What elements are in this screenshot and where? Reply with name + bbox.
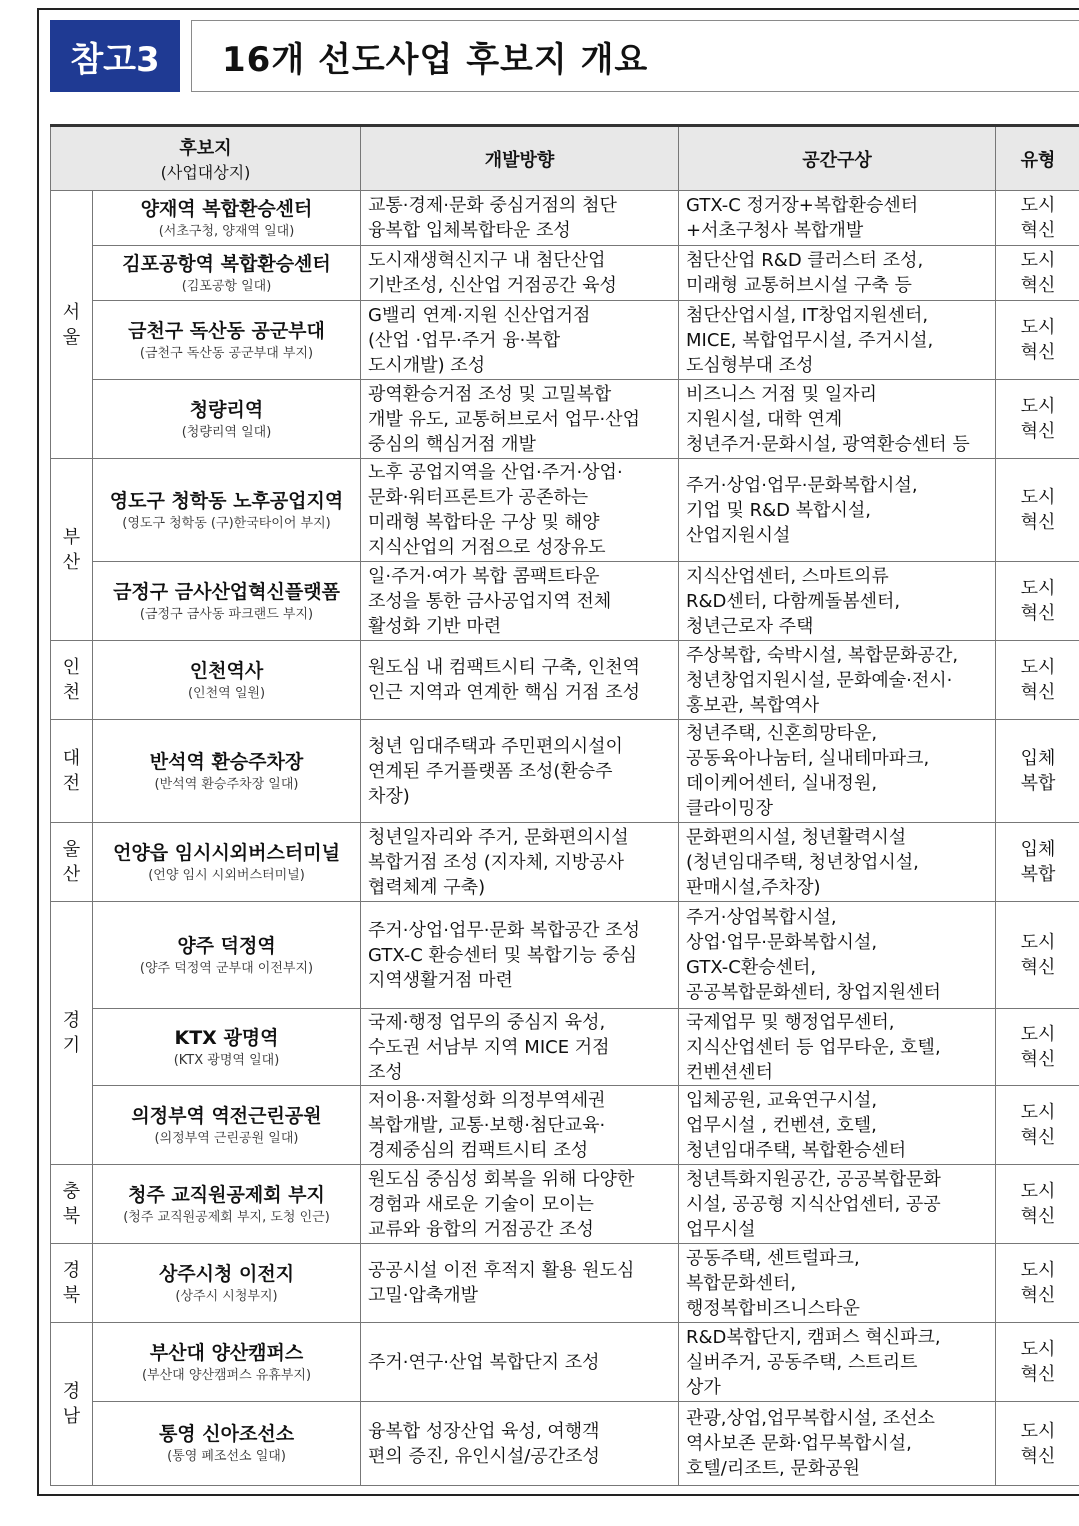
header-direction: 개발방향 bbox=[361, 126, 679, 191]
type-cell bbox=[996, 562, 1079, 641]
direction-cell bbox=[361, 902, 679, 1009]
space-cell bbox=[679, 1009, 996, 1086]
space-cell bbox=[679, 1244, 996, 1323]
site-cell bbox=[93, 1086, 361, 1165]
text-line: 혁신 bbox=[1020, 1127, 1056, 1148]
site-location: (통영 폐조선소 일대) bbox=[167, 1449, 286, 1464]
region-char: 서 bbox=[62, 301, 81, 323]
text-line: 광역환승거점 조성 및 고밀복합 bbox=[368, 383, 612, 405]
direction-cell bbox=[361, 641, 679, 720]
text-line: 고밀·압축개발 bbox=[368, 1285, 479, 1306]
table-row bbox=[51, 380, 1079, 459]
type-cell bbox=[996, 1165, 1079, 1244]
header-type: 유형 bbox=[996, 126, 1079, 191]
region-char: 경 bbox=[62, 1381, 81, 1402]
site-cell bbox=[93, 246, 361, 301]
direction-cell bbox=[361, 459, 679, 562]
table-row bbox=[51, 720, 1079, 823]
site-location: (김포공항 일대) bbox=[181, 278, 272, 294]
text-line: GTX-C 환승센터 및 복합기능 중심 bbox=[368, 944, 637, 966]
direction-cell bbox=[361, 1165, 679, 1244]
table-row bbox=[51, 562, 1079, 641]
text-line: 도시 bbox=[1020, 1260, 1056, 1281]
text-line: 편의 증진, 유인시설/공간조성 bbox=[368, 1445, 600, 1467]
document-page bbox=[37, 8, 1079, 1496]
header-site-label: 후보지 bbox=[179, 138, 232, 159]
text-line: 국제·행정 업무의 중심지 육성, bbox=[368, 1011, 606, 1033]
text-line: 경험과 새로운 기술이 모이는 bbox=[368, 1193, 594, 1215]
space-cell bbox=[679, 246, 996, 301]
region-char: 기 bbox=[62, 1035, 81, 1056]
region-char: 산 bbox=[62, 551, 81, 573]
text-line: 혁신 bbox=[1020, 220, 1056, 241]
direction-cell bbox=[361, 1009, 679, 1086]
text-line: 일·주거·여가 복합 콤팩트타운 bbox=[368, 565, 600, 587]
region-char: 경 bbox=[62, 1260, 81, 1281]
space-cell bbox=[679, 459, 996, 562]
type-cell bbox=[996, 1009, 1079, 1086]
site-name: 금천구 독산동 공군부대 bbox=[128, 319, 325, 342]
text-line: 원도심 중심성 회복을 위해 다양한 bbox=[368, 1168, 635, 1190]
text-line: 입체 bbox=[1020, 748, 1056, 769]
text-line: 혁신 bbox=[1020, 682, 1056, 703]
header-site bbox=[51, 126, 361, 191]
site-location: (상주시 시청부지) bbox=[175, 1288, 278, 1304]
text-line: 주거·상업복합시설, bbox=[686, 907, 837, 928]
direction-cell bbox=[361, 562, 679, 641]
site-location: (양주 덕정역 군부대 이전부지) bbox=[139, 960, 314, 976]
text-line: 클라이밍장 bbox=[686, 798, 773, 819]
type-cell bbox=[996, 191, 1079, 246]
text-line: 혁신 bbox=[1020, 1364, 1056, 1385]
site-name: 언양읍 임시시외버스터미널 bbox=[113, 841, 340, 864]
text-line: 주상복합, 숙박시설, 복합문화공간, bbox=[686, 644, 959, 666]
text-line: 복합개발, 교통·보행·첨단교육· bbox=[368, 1114, 606, 1136]
text-line: 주거·상업·업무·문화 복합공간 조성 bbox=[368, 919, 641, 941]
space-cell bbox=[679, 902, 996, 1009]
table-row bbox=[51, 1402, 1079, 1486]
text-line: 시설, 공공형 지식산업센터, 공공 bbox=[686, 1193, 941, 1215]
direction-cell bbox=[361, 1086, 679, 1165]
text-line: 컨벤션센터 bbox=[686, 1061, 773, 1083]
text-line: 지식산업의 거점으로 성장유도 bbox=[368, 537, 606, 558]
type-cell bbox=[996, 641, 1079, 720]
site-location: (반석역 환승주차장 일대) bbox=[154, 776, 299, 792]
site-location: (KTX 광명역 일대) bbox=[173, 1052, 280, 1068]
site-location: (부산대 양산캠퍼스 유휴부지) bbox=[141, 1367, 312, 1383]
type-cell bbox=[996, 1323, 1079, 1402]
text-line: 혁신 bbox=[1020, 275, 1056, 296]
text-line: 융복합 입체복합타운 조성 bbox=[368, 220, 571, 241]
text-line: 도심형부대 조성 bbox=[686, 354, 814, 376]
space-cell bbox=[679, 1402, 996, 1486]
table-header-row bbox=[51, 126, 1079, 191]
text-line: 저이용·저활성화 의정부역세권 bbox=[368, 1089, 606, 1111]
reference-tag: 참고3 bbox=[50, 20, 180, 92]
site-location: (청량리역 일대) bbox=[181, 424, 272, 440]
type-cell bbox=[996, 720, 1079, 823]
text-line: 도시 bbox=[1020, 250, 1056, 271]
title-bar bbox=[50, 20, 1079, 92]
text-line: 입체 bbox=[1020, 839, 1056, 860]
region-cell bbox=[51, 1323, 93, 1486]
site-cell bbox=[93, 459, 361, 562]
text-line: 관광,상업,업무복합시설, 조선소 bbox=[686, 1408, 935, 1429]
candidate-sites-table bbox=[50, 124, 1079, 1486]
text-line: (청년임대주택, 청년창업시설, bbox=[686, 851, 919, 873]
table-row bbox=[51, 823, 1079, 902]
site-cell bbox=[93, 1244, 361, 1323]
region-char: 인 bbox=[62, 657, 81, 678]
type-cell bbox=[996, 380, 1079, 459]
text-line: 미래형 복합타운 구상 및 해양 bbox=[368, 512, 600, 533]
text-line: 복합거점 조성 (지자체, 지방공사 bbox=[368, 851, 624, 873]
site-name: 김포공항역 복합환승센터 bbox=[122, 252, 331, 275]
text-line: 복합문화센터, bbox=[686, 1272, 797, 1294]
text-line: 차장) bbox=[368, 785, 410, 807]
text-line: 지식산업센터 등 업무타운, 호텔, bbox=[686, 1036, 941, 1058]
text-line: 지식산업센터, 스마트의류 bbox=[686, 565, 889, 587]
table-row bbox=[51, 246, 1079, 301]
table-row bbox=[51, 1009, 1079, 1086]
text-line: 조성 bbox=[368, 1061, 403, 1083]
text-line: 국제업무 및 행정업무센터, bbox=[686, 1011, 895, 1033]
site-cell bbox=[93, 562, 361, 641]
region-cell bbox=[51, 641, 93, 720]
direction-cell bbox=[361, 301, 679, 380]
site-cell bbox=[93, 301, 361, 380]
type-cell bbox=[996, 301, 1079, 380]
text-line: 도시 bbox=[1020, 578, 1056, 599]
text-line: 연계된 주거플랫폼 조성(환승주 bbox=[368, 760, 613, 782]
direction-cell bbox=[361, 1323, 679, 1402]
table-row bbox=[51, 459, 1079, 562]
site-name: 영도구 청학동 노후공업지역 bbox=[109, 489, 344, 512]
direction-cell bbox=[361, 823, 679, 902]
region-cell bbox=[51, 720, 93, 823]
text-line: 주거·연구·산업 복합단지 조성 bbox=[368, 1351, 600, 1373]
text-line: 도시 bbox=[1020, 317, 1056, 338]
type-cell bbox=[996, 902, 1079, 1009]
site-cell bbox=[93, 902, 361, 1009]
site-name: 상주시청 이전지 bbox=[158, 1262, 295, 1285]
text-line: 홍보관, 복합역사 bbox=[686, 694, 820, 716]
type-cell bbox=[996, 1244, 1079, 1323]
direction-cell bbox=[361, 1244, 679, 1323]
space-cell bbox=[679, 301, 996, 380]
text-line: 혁신 bbox=[1020, 512, 1056, 533]
space-cell bbox=[679, 1323, 996, 1402]
text-line: 청년주택, 신혼희망타운, bbox=[686, 723, 878, 744]
text-line: 혁신 bbox=[1020, 342, 1056, 363]
text-line: 혁신 bbox=[1020, 1285, 1056, 1306]
type-cell bbox=[996, 246, 1079, 301]
text-line: 청년특화지원공간, 공공복합문화 bbox=[686, 1168, 941, 1190]
text-line: 공동주택, 센트럴파크, bbox=[686, 1247, 860, 1269]
text-line: 도시 bbox=[1020, 396, 1056, 417]
text-line: 도시 bbox=[1020, 1024, 1056, 1045]
document-title: 16개 선도사업 후보지 개요 bbox=[191, 20, 1079, 92]
table-body bbox=[51, 191, 1079, 1486]
site-cell bbox=[93, 191, 361, 246]
text-line: 복합 bbox=[1020, 864, 1056, 885]
text-line: 도시 bbox=[1020, 195, 1056, 216]
text-line: 교류와 융합의 거점공간 조성 bbox=[368, 1218, 594, 1240]
text-line: R&D센터, 다함께돌봄센터, bbox=[686, 590, 901, 612]
text-line: 도시 bbox=[1020, 487, 1056, 508]
space-cell bbox=[679, 720, 996, 823]
text-line: 복합 bbox=[1020, 773, 1056, 794]
table-row bbox=[51, 1165, 1079, 1244]
text-line: 도시재생혁신지구 내 첨단산업 bbox=[368, 250, 606, 271]
text-line: 청년근로자 주택 bbox=[686, 615, 814, 637]
text-line: 수도권 서남부 지역 MICE 거점 bbox=[368, 1036, 610, 1058]
direction-cell bbox=[361, 1402, 679, 1486]
header-space: 공간구상 bbox=[679, 126, 996, 191]
type-cell bbox=[996, 823, 1079, 902]
text-line: GTX-C환승센터, bbox=[686, 957, 817, 978]
site-name: 양재역 복합환승센터 bbox=[140, 197, 313, 220]
table-row bbox=[51, 301, 1079, 380]
site-cell bbox=[93, 1165, 361, 1244]
region-char: 충 bbox=[62, 1181, 81, 1202]
site-name: 청량리역 bbox=[189, 398, 264, 421]
text-line: 도시 bbox=[1020, 657, 1056, 678]
text-line: 지역생활거점 마련 bbox=[368, 969, 513, 991]
site-cell bbox=[93, 823, 361, 902]
text-line: 행정복합비즈니스타운 bbox=[686, 1297, 860, 1319]
site-name: 인천역사 bbox=[189, 659, 264, 682]
text-line: G밸리 연계·지원 신산업거점 bbox=[368, 304, 591, 326]
site-name: 양주 덕정역 bbox=[177, 934, 276, 957]
region-cell bbox=[51, 823, 93, 902]
text-line: 조성을 통한 금사공업지역 전체 bbox=[368, 590, 612, 612]
site-cell bbox=[93, 1323, 361, 1402]
text-line: 문화편의시설, 청년활력시설 bbox=[686, 826, 907, 848]
site-name: 금정구 금사산업혁신플랫폼 bbox=[113, 580, 340, 603]
text-line: 중심의 핵심거점 개발 bbox=[368, 433, 536, 455]
region-char: 전 bbox=[62, 773, 81, 794]
table-row bbox=[51, 902, 1079, 1009]
text-line: 청년임대주택, 복합환승센터 bbox=[686, 1139, 907, 1161]
site-name: 부산대 양산캠퍼스 bbox=[149, 1341, 304, 1364]
text-line: 상업·업무·문화복합시설, bbox=[686, 932, 878, 953]
text-line: 도시 bbox=[1020, 1420, 1056, 1442]
region-char: 울 bbox=[62, 839, 81, 860]
space-cell bbox=[679, 1086, 996, 1165]
site-location: (청주 교직원공제회 부지, 도청 인근) bbox=[123, 1209, 330, 1225]
text-line: 미래형 교통허브시설 구축 등 bbox=[686, 275, 912, 296]
region-char: 천 bbox=[62, 682, 81, 703]
text-line: 판매시설,주차장) bbox=[686, 876, 821, 898]
text-line: 지원시설, 대학 연계 bbox=[686, 408, 843, 430]
site-location: (의정부역 근린공원 일대) bbox=[154, 1130, 299, 1146]
text-line: 혁신 bbox=[1020, 421, 1056, 442]
text-line: GTX-C 정거장+복합환승센터 bbox=[686, 195, 919, 216]
text-line: 혁신 bbox=[1020, 1049, 1056, 1070]
type-cell bbox=[996, 1086, 1079, 1165]
direction-cell bbox=[361, 191, 679, 246]
region-char: 남 bbox=[62, 1406, 81, 1427]
site-location: (서초구청, 양재역 일대) bbox=[158, 223, 295, 239]
site-name: KTX 광명역 bbox=[174, 1026, 279, 1049]
table-row bbox=[51, 1086, 1079, 1165]
space-cell bbox=[679, 191, 996, 246]
text-line: MICE, 복합업무시설, 주거시설, bbox=[686, 329, 934, 351]
text-line: 공동육아나눔터, 실내테마파크, bbox=[686, 748, 930, 769]
region-char: 경 bbox=[62, 1010, 81, 1031]
region-cell bbox=[51, 459, 93, 641]
text-line: 도시개발) 조성 bbox=[368, 354, 486, 376]
text-line: 공공시설 이전 후적지 활용 원도심 bbox=[368, 1260, 635, 1281]
region-cell bbox=[51, 902, 93, 1165]
text-line: 교통·경제·문화 중심거점의 첨단 bbox=[368, 195, 617, 216]
direction-cell bbox=[361, 380, 679, 459]
site-name: 청주 교직원공제회 부지 bbox=[128, 1183, 325, 1206]
text-line: 주거·상업·업무·문화복합시설, bbox=[686, 474, 918, 496]
region-char: 부 bbox=[62, 526, 81, 548]
site-location: (영도구 청학동 (구)한국타이어 부지) bbox=[122, 515, 331, 531]
site-cell bbox=[93, 720, 361, 823]
text-line: 인근 지역과 연계한 핵심 거점 조성 bbox=[368, 682, 641, 703]
text-line: 산업지원시설 bbox=[686, 524, 791, 546]
text-line: 비즈니스 거점 및 일자리 bbox=[686, 383, 878, 405]
space-cell bbox=[679, 823, 996, 902]
text-line: 개발 유도, 교통허브로서 업무·산업 bbox=[368, 408, 641, 430]
text-line: 노후 공업지역을 산업·주거·상업· bbox=[368, 462, 623, 483]
text-line: 융복합 성장산업 육성, 여행객 bbox=[368, 1420, 600, 1442]
text-line: 도시 bbox=[1020, 1181, 1056, 1202]
text-line: 경제중심의 컴팩트시티 조성 bbox=[368, 1139, 589, 1161]
site-name: 통영 신아조선소 bbox=[158, 1423, 295, 1445]
text-line: 데이케어센터, 실내정원, bbox=[686, 773, 878, 794]
region-cell bbox=[51, 1244, 93, 1323]
text-line: 호텔/리조트, 문화공원 bbox=[686, 1458, 861, 1479]
region-char: 북 bbox=[62, 1285, 81, 1306]
table-row bbox=[51, 1323, 1079, 1402]
text-line: 혁신 bbox=[1020, 1445, 1056, 1467]
direction-cell bbox=[361, 720, 679, 823]
space-cell bbox=[679, 1165, 996, 1244]
text-line: 협력체계 구축) bbox=[368, 876, 486, 898]
site-cell bbox=[93, 380, 361, 459]
site-location: (인천역 일원) bbox=[187, 685, 266, 701]
text-line: 입체공원, 교육연구시설, bbox=[686, 1089, 878, 1111]
region-char: 대 bbox=[62, 748, 81, 769]
text-line: (산업 ·업무·주거 융·복합 bbox=[368, 329, 561, 351]
text-line: 혁신 bbox=[1020, 1206, 1056, 1227]
text-line: 도시 bbox=[1020, 932, 1056, 953]
text-line: 공공복합문화센터, 창업지원센터 bbox=[686, 982, 941, 1003]
text-line: 혁신 bbox=[1020, 603, 1056, 624]
region-cell bbox=[51, 191, 93, 459]
site-location: (언양 임시 시외버스터미널) bbox=[148, 867, 305, 883]
text-line: +서초구청사 복합개발 bbox=[686, 220, 864, 241]
site-location: (금천구 독산동 공군부대 부지) bbox=[139, 345, 314, 361]
table-row bbox=[51, 641, 1079, 720]
space-cell bbox=[679, 641, 996, 720]
text-line: 도시 bbox=[1020, 1102, 1056, 1123]
text-line: R&D복합단지, 캠퍼스 혁신파크, bbox=[686, 1326, 941, 1348]
site-cell bbox=[93, 641, 361, 720]
site-cell bbox=[93, 1402, 361, 1486]
region-char: 울 bbox=[62, 326, 81, 348]
text-line: 청년창업지원시설, 문화예술·전시· bbox=[686, 669, 953, 691]
text-line: 문화·워터프론트가 공존하는 bbox=[368, 487, 589, 508]
region-char: 산 bbox=[62, 864, 81, 885]
space-cell bbox=[679, 562, 996, 641]
text-line: 첨단산업 R&D 클러스터 조성, bbox=[686, 250, 924, 271]
text-line: 실버주거, 공동주택, 스트리트 bbox=[686, 1351, 918, 1373]
text-line: 역사보존 문화·업무복합시설, bbox=[686, 1433, 912, 1454]
text-line: 업무시설 bbox=[686, 1218, 756, 1240]
text-line: 청년 임대주택과 주민편의시설이 bbox=[368, 735, 623, 757]
region-char: 북 bbox=[62, 1206, 81, 1227]
text-line: 첨단산업시설, IT창업지원센터, bbox=[686, 304, 929, 326]
space-cell bbox=[679, 380, 996, 459]
site-cell bbox=[93, 1009, 361, 1086]
table-row bbox=[51, 191, 1079, 246]
text-line: 원도심 내 컴팩트시티 구축, 인천역 bbox=[368, 657, 641, 678]
type-cell bbox=[996, 459, 1079, 562]
table-row bbox=[51, 1244, 1079, 1323]
header-site-sub: (사업대상지) bbox=[160, 163, 251, 182]
text-line: 활성화 기반 마련 bbox=[368, 615, 502, 637]
site-name: 반석역 환승주차장 bbox=[149, 750, 304, 773]
text-line: 업무시설 , 컨벤션, 호텔, bbox=[686, 1114, 877, 1136]
site-location: (금정구 금사동 파크랜드 부지) bbox=[139, 606, 314, 622]
text-line: 혁신 bbox=[1020, 957, 1056, 978]
text-line: 상가 bbox=[686, 1376, 721, 1398]
text-line: 기반조성, 신산업 거점공간 육성 bbox=[368, 275, 617, 296]
region-cell bbox=[51, 1165, 93, 1244]
text-line: 청년주거·문화시설, 광역환승센터 등 bbox=[686, 433, 970, 455]
text-line: 기업 및 R&D 복합시설, bbox=[686, 499, 872, 521]
text-line: 도시 bbox=[1020, 1339, 1056, 1360]
site-name: 의정부역 역전근린공원 bbox=[131, 1104, 322, 1127]
type-cell bbox=[996, 1402, 1079, 1486]
direction-cell bbox=[361, 246, 679, 301]
text-line: 청년일자리와 주거, 문화편의시설 bbox=[368, 826, 629, 848]
